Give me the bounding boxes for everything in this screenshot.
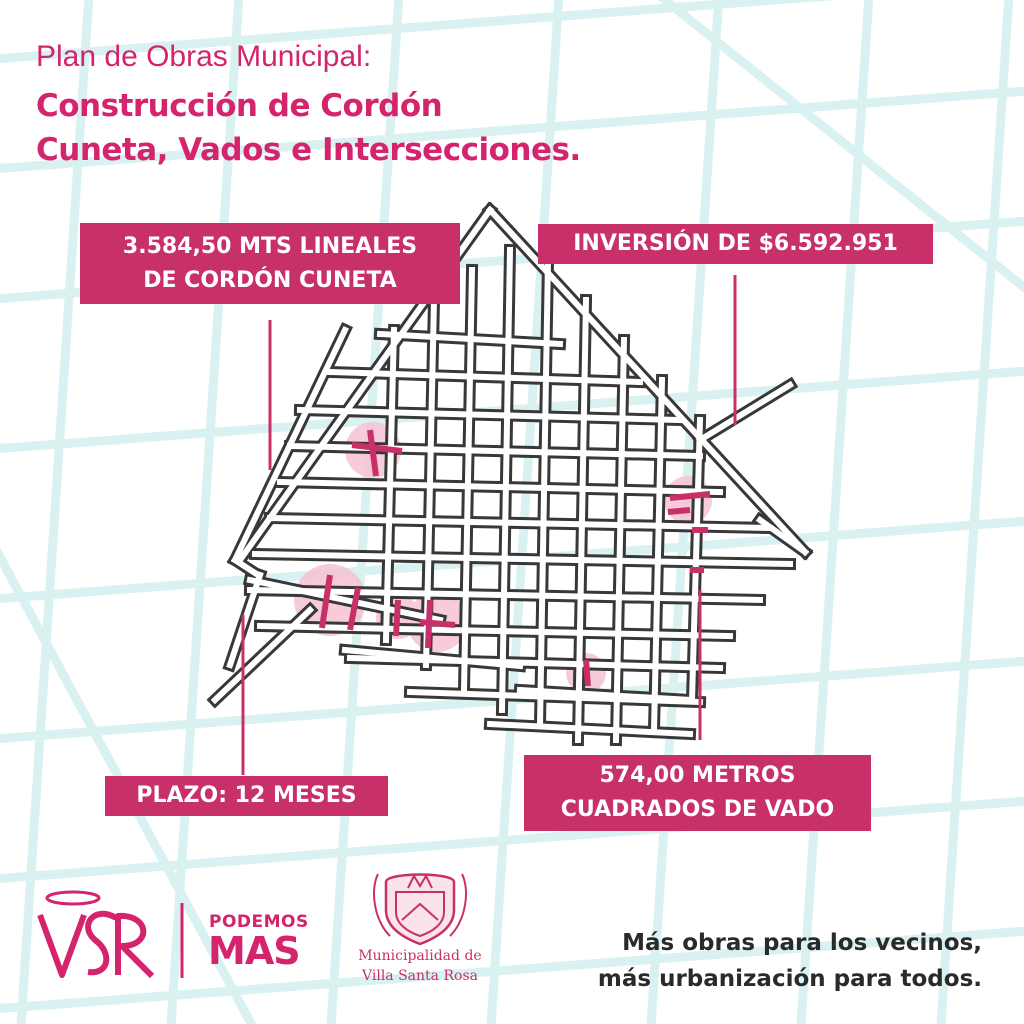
work-segment [668,510,690,512]
work-segment [670,494,710,498]
subtitle-line: Cuneta, Vados e Intersecciones. [36,132,581,168]
page-title: Plan de Obras Municipal: [36,40,372,73]
callout-line: CUADRADOS DE VADO [560,797,835,822]
callout-line: 574,00 METROS [599,763,796,788]
municipality-name [340,946,500,986]
callout-line: DE CORDÓN CUNETA [143,267,397,293]
work-segment [586,660,588,686]
callout-vado [524,755,871,831]
tagline-line: más urbanización para todos. [597,966,982,992]
brand-podemos: PODEMOS [209,912,309,932]
municipality-line: Municipalidad de [358,948,482,964]
work-segment [420,622,455,625]
work-segment [396,600,398,636]
callout-line: PLAZO: 12 MESES [136,783,357,808]
work-segment [428,600,430,648]
callout-line: 3.584,50 MTS LINEALES [122,233,418,259]
vsr-logo [40,892,152,976]
callout-line: INVERSIÓN DE $6.592.951 [573,231,898,256]
callout-inversion [538,224,933,264]
halo-icon [47,892,99,904]
municipality-line: Villa Santa Rosa [362,968,478,984]
brand-mas: MAS [208,929,300,973]
municipal-shield-icon [374,874,466,944]
footer-tagline [520,925,982,997]
page-subtitle [36,84,676,172]
callout-plazo [105,776,388,816]
subtitle-line: Construcción de Cordón [36,88,443,124]
callout-cordon-cuneta [80,223,460,304]
tagline-line: Más obras para los vecinos, [622,930,982,956]
